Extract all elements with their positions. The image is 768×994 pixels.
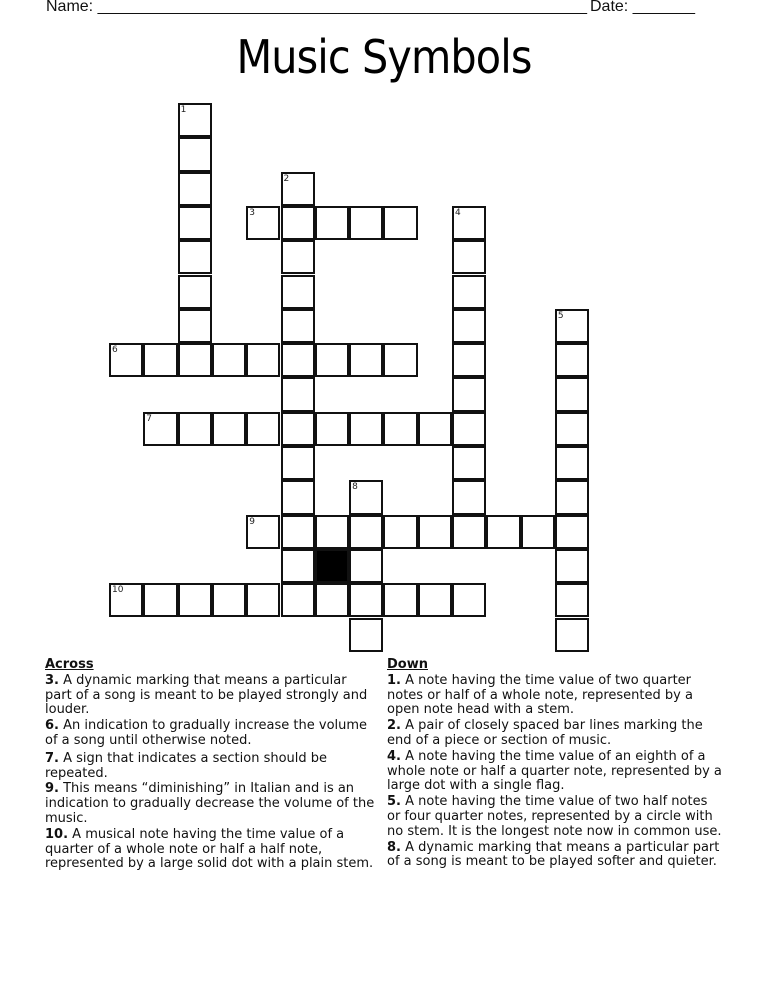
grid-cell[interactable] (383, 515, 417, 549)
grid-cell[interactable] (452, 309, 486, 343)
grid-cell[interactable] (555, 343, 589, 377)
clue-number: 7 (146, 413, 153, 424)
grid-cell[interactable] (452, 343, 486, 377)
grid-cell[interactable] (349, 206, 383, 240)
grid-cell[interactable] (452, 480, 486, 514)
grid-cell[interactable] (555, 515, 589, 549)
across-clues (45, 658, 375, 873)
clue-number: 6 (112, 345, 118, 356)
grid-cell[interactable] (143, 343, 177, 377)
clue-number: 3 (249, 207, 255, 218)
grid-cell[interactable] (452, 377, 486, 411)
grid-cell[interactable] (178, 412, 212, 446)
clue-across-10: 10. A musical note having the time value of a quarter of a whole note or half a half note, represented by a large solid dot with a plain stem. (45, 826, 374, 872)
grid-cell[interactable] (178, 103, 212, 137)
clue-across-7: 7. A sign that indicates a section should be repeated. (45, 750, 328, 781)
grid-cell[interactable] (555, 618, 589, 652)
grid-cell[interactable] (349, 412, 383, 446)
grid-cell[interactable] (452, 412, 486, 446)
grid-cell[interactable] (555, 412, 589, 446)
grid-cell[interactable] (178, 309, 212, 343)
down-heading: Down (387, 657, 428, 672)
grid-cell[interactable] (178, 240, 212, 274)
grid-cell[interactable] (418, 583, 452, 617)
grid-cell[interactable] (383, 343, 417, 377)
grid-cell[interactable] (555, 480, 589, 514)
clue-down-4: 4. A note having the time value of an eighth of a whole note or half a quarter note, represented by a large dot with a single flag. (387, 748, 722, 794)
grid-cell[interactable] (281, 583, 315, 617)
grid-cell[interactable] (418, 515, 452, 549)
grid-cell[interactable] (246, 343, 280, 377)
clue-number: 10 (112, 585, 124, 596)
grid-cell[interactable] (452, 515, 486, 549)
grid-cell[interactable] (281, 515, 315, 549)
grid-cell[interactable] (178, 172, 212, 206)
grid-cell[interactable] (281, 549, 315, 583)
down-clues (387, 658, 722, 871)
date-field-label: Date: _______ (590, 0, 695, 15)
clue-across-9: 9. This means “diminishing” in Italian and is an indication to gradually decrease the volume of the music. (45, 781, 375, 826)
grid-cell[interactable] (349, 583, 383, 617)
grid-cell[interactable] (109, 343, 143, 377)
grid-cell[interactable] (452, 583, 486, 617)
grid-cell[interactable] (349, 618, 383, 652)
grid-cell[interactable] (452, 240, 486, 274)
grid-cell[interactable] (281, 377, 315, 411)
grid-cell[interactable] (349, 343, 383, 377)
grid-cell[interactable] (178, 343, 212, 377)
grid-cell[interactable] (246, 583, 280, 617)
grid-cell[interactable] (418, 412, 452, 446)
grid-cell[interactable] (143, 583, 177, 617)
grid-cell[interactable] (452, 206, 486, 240)
block-cell (315, 549, 349, 583)
grid-cell[interactable] (349, 549, 383, 583)
grid-cell[interactable] (281, 343, 315, 377)
clue-number: 9 (249, 516, 255, 527)
grid-cell[interactable] (555, 583, 589, 617)
grid-cell[interactable] (349, 480, 383, 514)
grid-cell[interactable] (281, 240, 315, 274)
name-field-label: Name: _______________________________________________________ (46, 0, 587, 15)
grid-cell[interactable] (178, 137, 212, 171)
grid-cell[interactable] (212, 412, 246, 446)
grid-cell[interactable] (315, 583, 349, 617)
clue-across-3: 3. A dynamic marking that means a particular part of a song is meant to be played strongly and louder. (45, 672, 368, 718)
grid-cell[interactable] (383, 412, 417, 446)
page-title: Music Symbols (236, 30, 532, 84)
grid-cell[interactable] (281, 309, 315, 343)
clue-across-6: 6. An indication to gradually increase the volume of a song until otherwise noted. (45, 718, 368, 748)
clue-number: 5 (557, 310, 564, 321)
grid-cell[interactable] (246, 515, 280, 549)
grid-cell[interactable] (178, 275, 212, 309)
grid-cell[interactable] (281, 275, 315, 309)
grid-cell[interactable] (178, 583, 212, 617)
grid-cell[interactable] (281, 206, 315, 240)
grid-cell[interactable] (315, 206, 349, 240)
clue-down-5: 5. A note having the time value of two half notes or four quarter notes, represented by a circle with no stem. It is the longest note now in common use. (387, 794, 722, 839)
grid-cell[interactable] (281, 480, 315, 514)
clue-number: 1 (180, 105, 187, 115)
grid-cell[interactable] (452, 446, 486, 480)
grid-cell[interactable] (383, 583, 417, 617)
grid-cell[interactable] (555, 309, 589, 343)
grid-cell[interactable] (521, 515, 555, 549)
grid-cell[interactable] (452, 275, 486, 309)
grid-cell[interactable] (246, 206, 280, 240)
clue-down-1: 1. A note having the time value of two quarter notes or half of a whole note, represented by a open note head with a stem. (387, 672, 693, 718)
grid-cell[interactable] (315, 412, 349, 446)
grid-cell[interactable] (212, 583, 246, 617)
grid-cell[interactable] (109, 583, 143, 617)
grid-cell[interactable] (555, 446, 589, 480)
grid-cell[interactable] (246, 412, 280, 446)
across-heading: Across (45, 657, 94, 672)
grid-cell[interactable] (281, 412, 315, 446)
grid-cell[interactable] (383, 206, 417, 240)
grid-cell[interactable] (315, 343, 349, 377)
grid-cell[interactable] (315, 515, 349, 549)
clue-number: 8 (352, 482, 358, 493)
grid-cell[interactable] (555, 377, 589, 411)
grid-cell[interactable] (281, 172, 315, 206)
clue-down-8: 8. A dynamic marking that means a particular part of a song is meant to be played softer and quieter. (387, 839, 720, 870)
grid-cell[interactable] (486, 515, 520, 549)
grid-cell[interactable] (555, 549, 589, 583)
grid-cell[interactable] (349, 515, 383, 549)
clue-number: 4 (455, 207, 461, 218)
clue-down-2: 2. A pair of closely spaced bar lines marking the end of a piece or section of music. (387, 718, 703, 748)
grid-cell[interactable] (281, 446, 315, 480)
clue-number: 2 (283, 173, 290, 184)
grid-cell[interactable] (143, 412, 177, 446)
grid-cell[interactable] (178, 206, 212, 240)
grid-cell[interactable] (212, 343, 246, 377)
